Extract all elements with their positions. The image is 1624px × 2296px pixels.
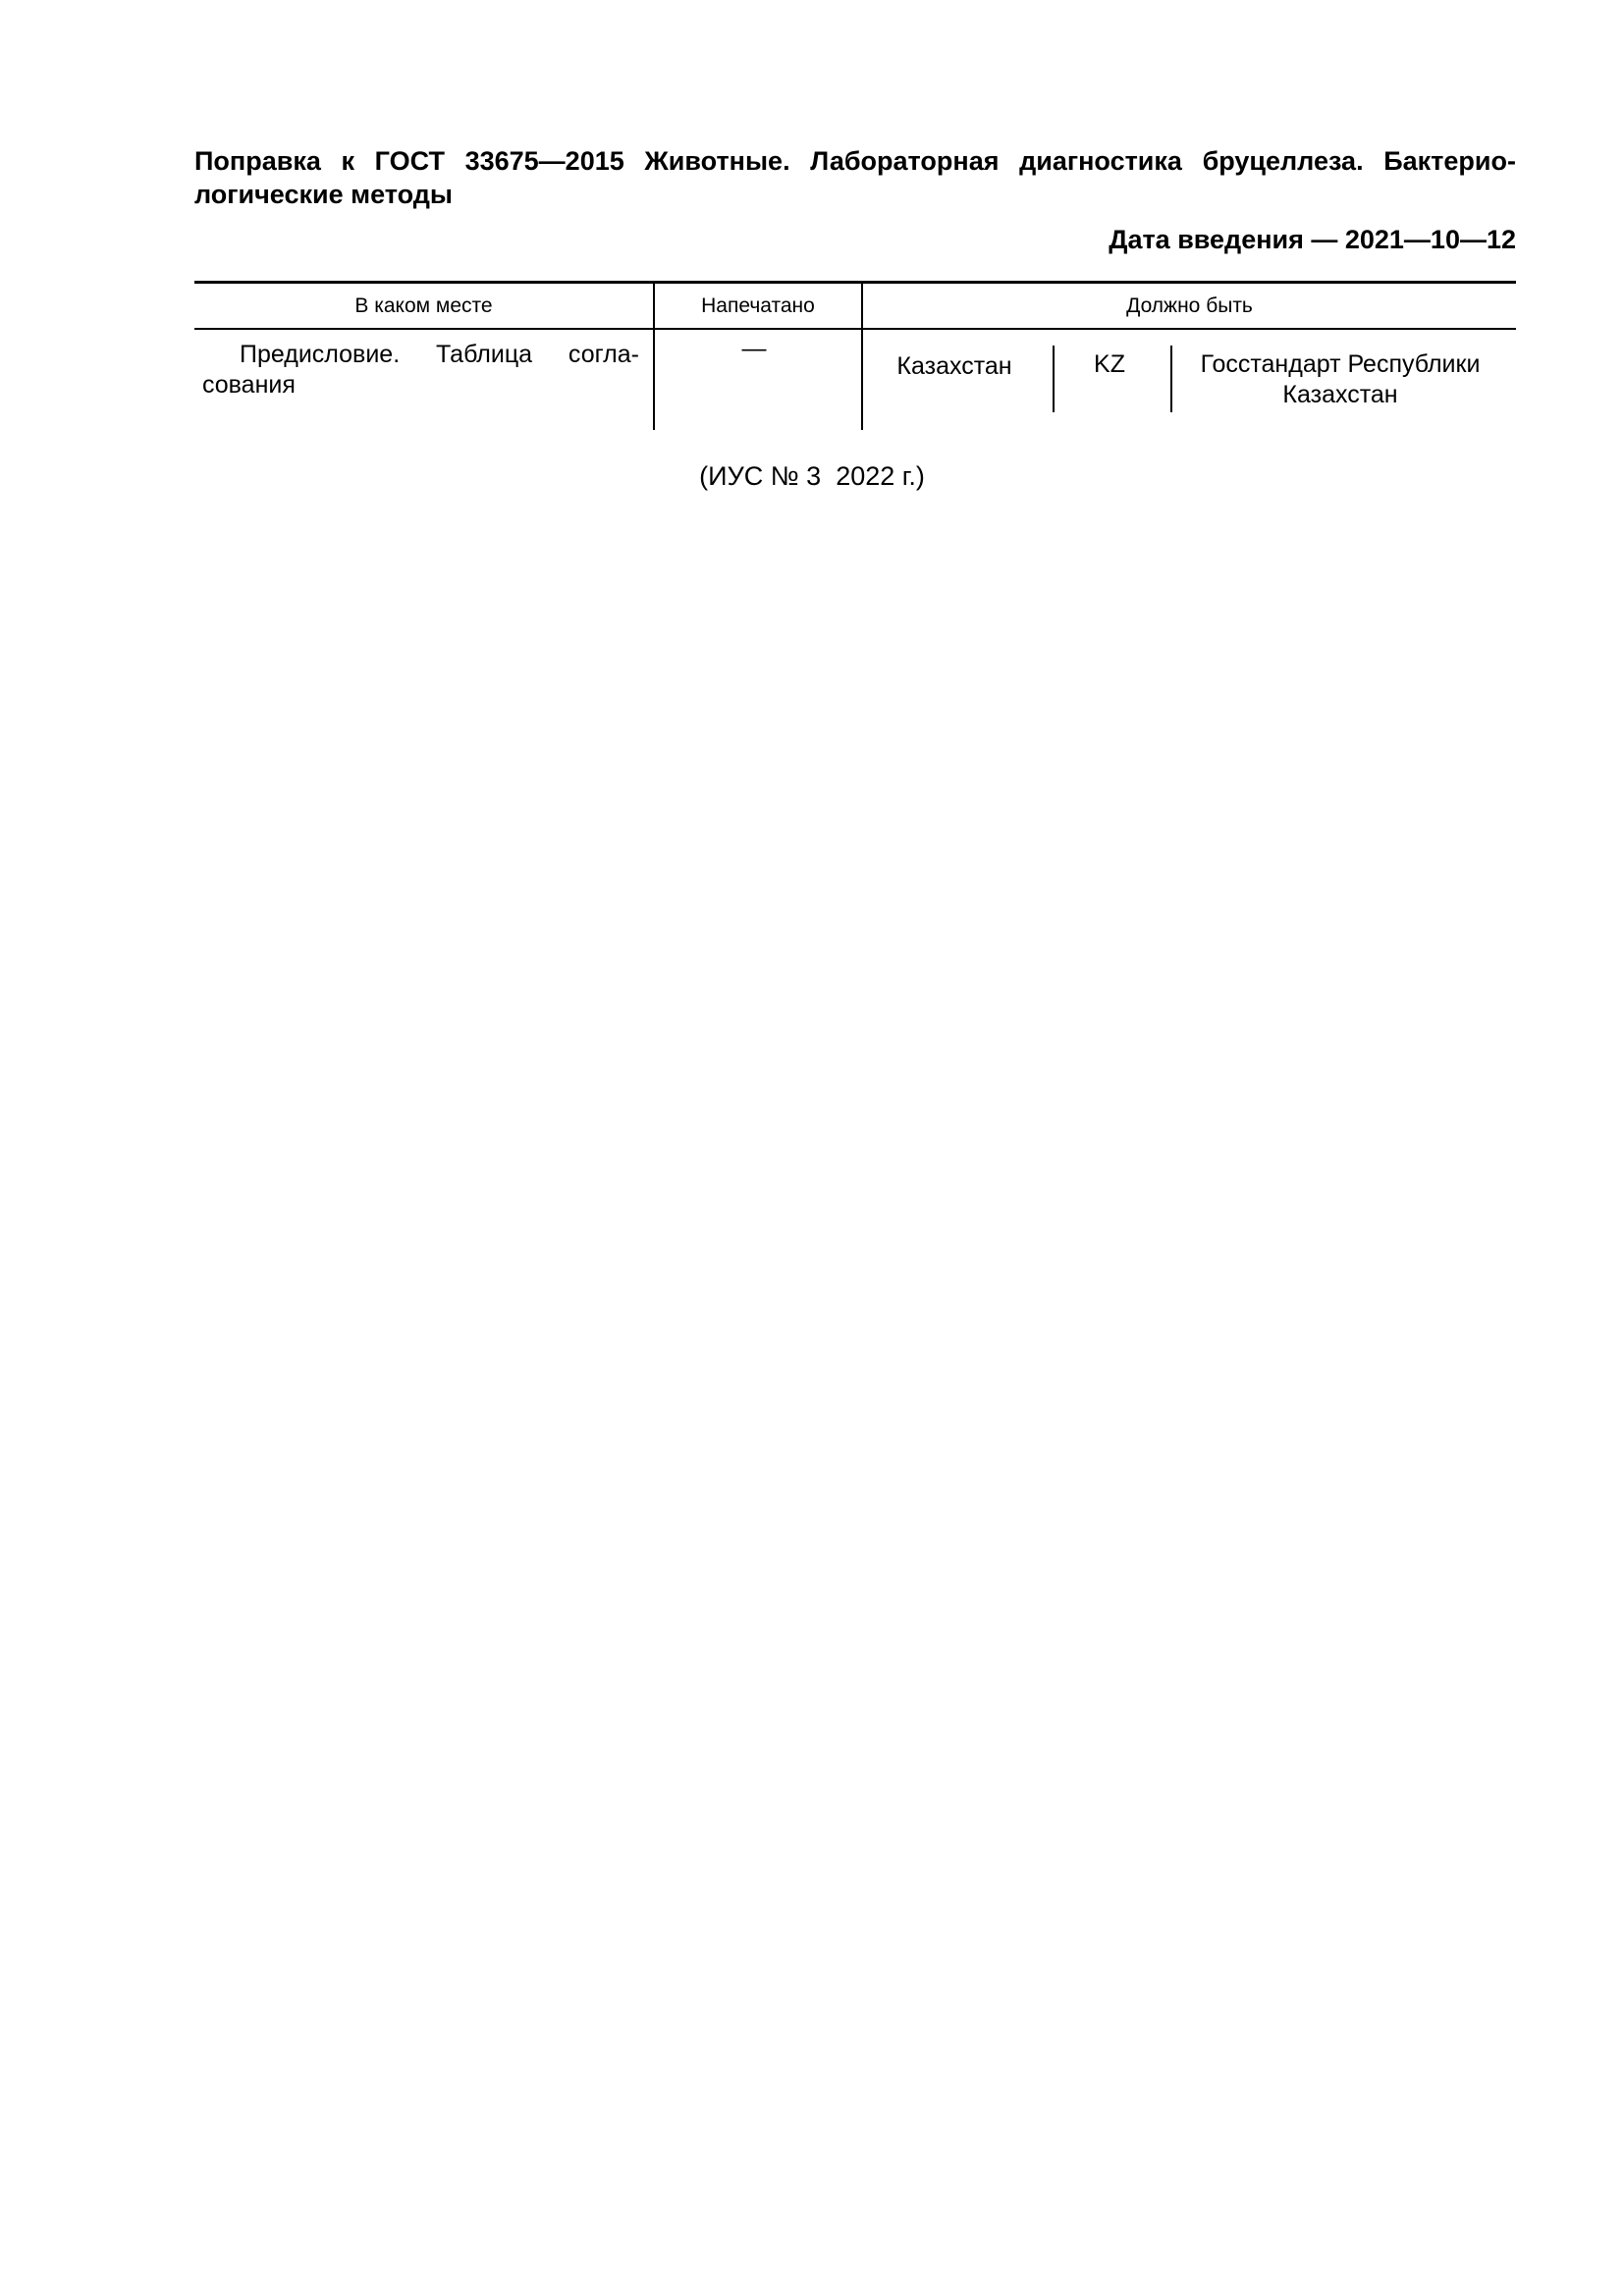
row-organization-cell: Госстандарт Республики Казахстан bbox=[1200, 350, 1481, 408]
effective-date: Дата введения — 2021—10—12 bbox=[1109, 225, 1516, 254]
header-place: В каком месте bbox=[354, 294, 493, 317]
header-printed: Напечатано bbox=[701, 294, 815, 317]
cell-divider bbox=[1170, 346, 1172, 412]
issue-footnote: (ИУС № 3 2022 г.) bbox=[699, 461, 925, 491]
table-header-rule bbox=[194, 328, 1516, 330]
row-code-cell: KZ bbox=[1094, 350, 1125, 378]
page-title: Поправка к ГОСТ 33675—2015 Животные. Лабораторная диагностика бруцеллеза. Бактериологические методы bbox=[194, 146, 1516, 209]
correction-table bbox=[194, 281, 1516, 430]
cell-divider bbox=[1053, 346, 1055, 412]
row-printed-cell: — bbox=[741, 335, 767, 362]
row-place-cell: Предисловие. Таблица согласования bbox=[202, 341, 639, 399]
row-country-cell: Казахстан bbox=[896, 352, 1012, 380]
header-should-be: Должно быть bbox=[1126, 294, 1253, 317]
table-top-rule bbox=[194, 281, 1516, 284]
